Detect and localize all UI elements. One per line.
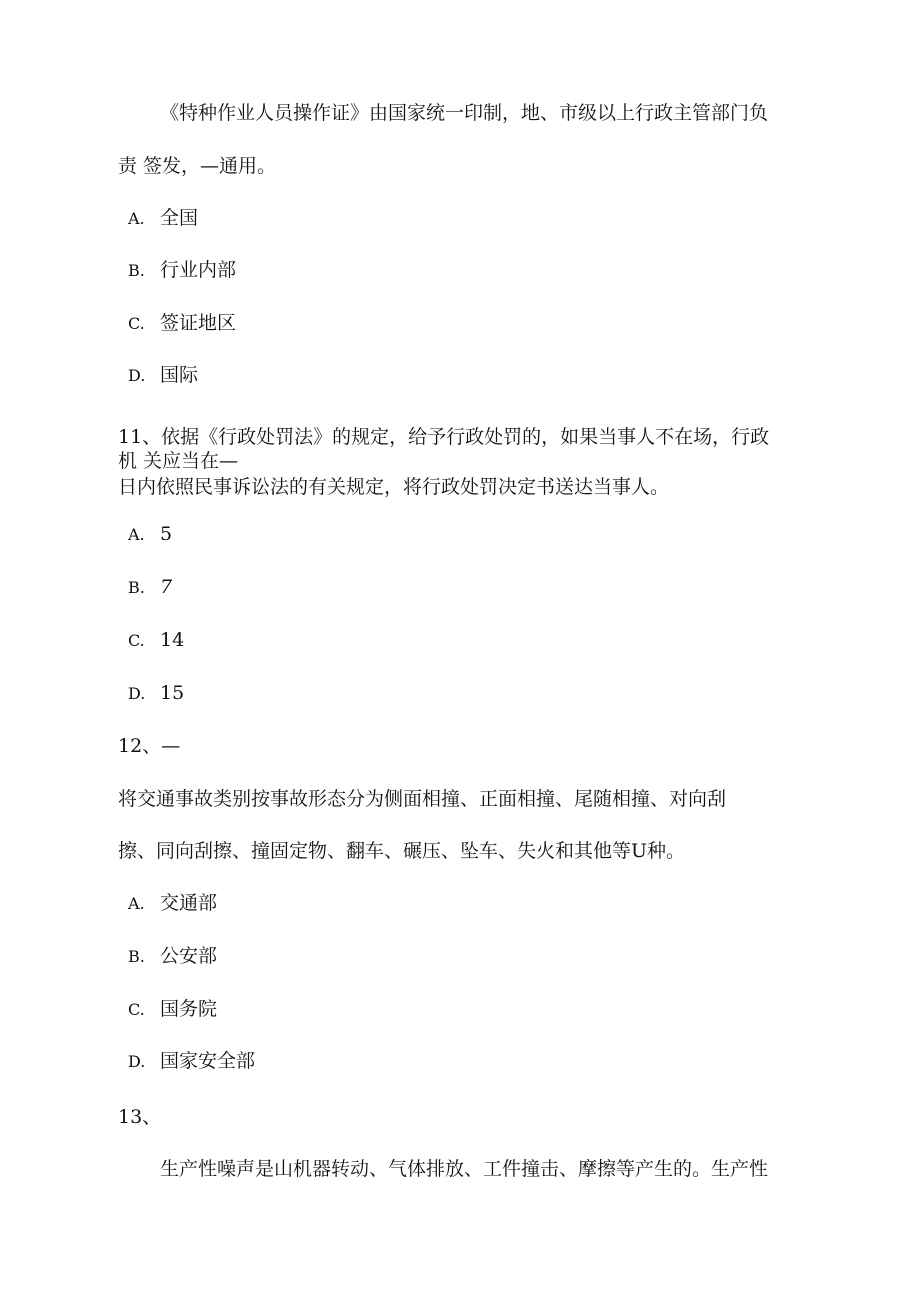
option-letter: D.	[128, 1052, 146, 1071]
option-letter: B.	[128, 947, 145, 966]
option-text: 国际	[160, 364, 199, 386]
option-letter: A.	[128, 894, 145, 913]
q10-option-b	[128, 259, 236, 282]
q10-option-a	[128, 207, 198, 230]
q11-option-a	[128, 523, 172, 546]
q10-option-d	[128, 364, 198, 387]
option-letter: C.	[128, 314, 145, 333]
option-text: 7	[160, 576, 173, 598]
option-text: 国家安全部	[160, 1050, 256, 1072]
option-text: 行业内部	[160, 259, 237, 281]
q10-stem-line2: 责 签发，—通用。	[118, 155, 277, 177]
q12-option-c	[128, 998, 217, 1021]
option-text: 公安部	[160, 945, 218, 967]
option-text: 签证地区	[160, 312, 237, 334]
q12-stem-line1: 将交通事故类别按事故形态分为侧面相撞、正面相撞、尾随相撞、对向刮	[118, 788, 727, 810]
q11-option-d	[128, 682, 184, 705]
option-letter: B.	[128, 578, 145, 597]
q12-option-a	[128, 892, 217, 915]
option-letter: D.	[128, 366, 146, 385]
option-letter: D.	[128, 684, 146, 703]
q10-stem-line1: 《特种作业人员操作证》由国家统一印制，地、市级以上行政主管部门负	[160, 102, 769, 124]
option-letter: A.	[128, 209, 145, 228]
q12-option-b	[128, 945, 217, 968]
q13-stem-line1: 生产性噪声是山机器转动、气体排放、工件撞击、摩擦等产生的。生产性	[160, 1158, 769, 1180]
q11-option-b	[128, 576, 172, 599]
option-letter: C.	[128, 1000, 145, 1019]
q12-stem-line2: 擦、同向刮擦、撞固定物、翻车、碾压、坠车、失火和其他等U种。	[118, 840, 686, 862]
q12-option-d	[128, 1050, 255, 1073]
q11-option-c	[128, 629, 184, 652]
option-letter: A.	[128, 525, 145, 544]
option-text: 14	[160, 629, 185, 651]
q10-option-c	[128, 312, 236, 335]
option-letter: C.	[128, 631, 145, 650]
option-letter: B.	[128, 261, 145, 280]
q11-stem-line2: 机 关应当在—	[118, 450, 239, 472]
q11-stem-line3: 日内依照民事诉讼法的有关规定，将行政处罚决定书送达当事人。	[118, 476, 670, 498]
option-text: 5	[160, 523, 173, 545]
option-text: 15	[160, 682, 185, 704]
option-text: 交通部	[160, 892, 218, 914]
q11-stem-line1: 11、依据《行政处罚法》的规定，给予行政处罚的，如果当事人不在场，行政	[118, 426, 770, 448]
q12-number: 12、—	[118, 735, 181, 757]
q13-number: 13、	[118, 1106, 162, 1128]
option-text: 国务院	[160, 998, 218, 1020]
option-text: 全国	[160, 207, 199, 229]
